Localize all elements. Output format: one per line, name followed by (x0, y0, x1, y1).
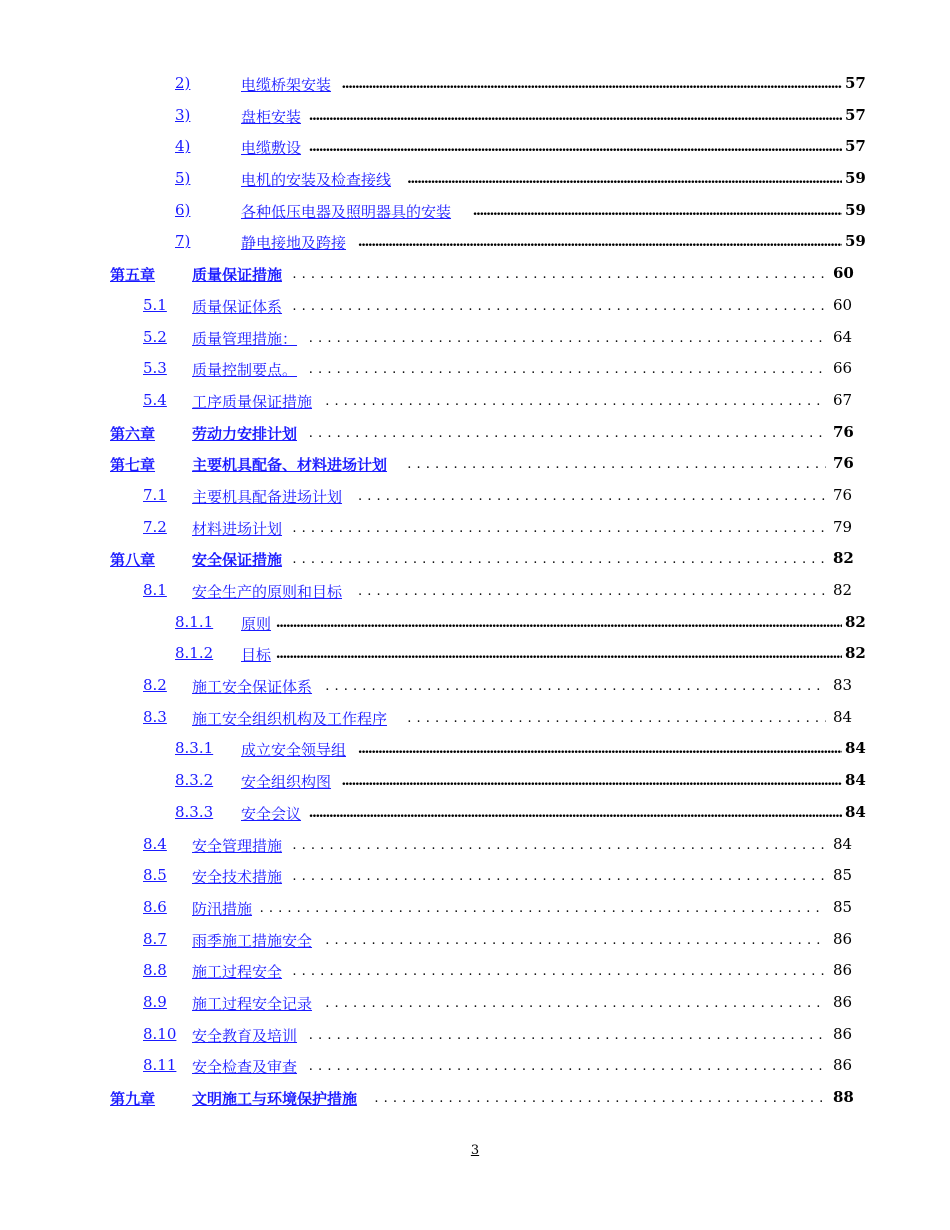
toc-entry[interactable] (0, 1019, 950, 1051)
toc-entry-page: 84 (833, 707, 853, 726)
toc-entry-number[interactable]: 8.4 (143, 834, 167, 853)
toc-entry-title[interactable]: 质量保证体系 (192, 297, 283, 316)
toc-entry-page: 84 (833, 834, 853, 853)
toc-entry-number[interactable]: 8.10 (143, 1024, 177, 1043)
toc-entry[interactable] (0, 100, 950, 132)
toc-entry-number[interactable]: 8.8 (143, 961, 167, 980)
toc-entry[interactable] (0, 290, 950, 322)
dot-leader (358, 486, 826, 504)
toc-entry[interactable] (0, 353, 950, 385)
dot-leader (292, 264, 826, 282)
toc-entry-page: 86 (833, 929, 853, 948)
toc-entry[interactable] (0, 512, 950, 544)
toc-entry-number[interactable]: 5) (175, 169, 191, 188)
toc-entry-title[interactable]: 主要机具配备、材料进场计划 (192, 456, 388, 475)
toc-entry-number[interactable]: 8.11 (143, 1056, 177, 1075)
toc-entry-title[interactable]: 施工过程安全记录 (192, 994, 313, 1013)
toc-entry-title[interactable]: 电机的安装及检查接线 (241, 171, 392, 190)
toc-entry-number[interactable]: 8.1.1 (175, 612, 214, 631)
toc-entry-title[interactable]: 雨季施工措施安全 (192, 931, 313, 950)
toc-entry[interactable] (0, 924, 950, 956)
toc-entry-title[interactable]: 安全会议 (241, 804, 302, 823)
toc-entry-page: 82 (833, 549, 854, 568)
dot-leader (292, 866, 826, 884)
toc-entry[interactable] (0, 892, 950, 924)
toc-entry[interactable] (0, 765, 950, 797)
toc-entry-page: 82 (833, 581, 853, 599)
toc-entry-number[interactable]: 8.1.2 (175, 644, 214, 663)
toc-entry[interactable] (0, 480, 950, 512)
dot-leader (292, 549, 826, 567)
toc-entry-number[interactable]: 7.1 (143, 485, 167, 504)
dot-leader (358, 232, 842, 250)
toc-entry-page: 60 (833, 264, 854, 283)
dot-leader (374, 1088, 826, 1106)
toc-entry-number[interactable]: 7) (175, 232, 191, 251)
toc-entry-title[interactable]: 安全教育及培训 (192, 1026, 298, 1045)
toc-entry-title[interactable]: 原则 (241, 614, 272, 633)
toc-entry-title[interactable]: 质量控制要点。 (192, 361, 298, 380)
dot-leader (292, 518, 826, 536)
toc-entry-page: 57 (845, 137, 866, 156)
toc-entry-page: 60 (833, 295, 853, 314)
toc-entry-page: 76 (833, 422, 854, 441)
toc-entry-title[interactable]: 各种低压电器及照明器具的安装 (241, 202, 452, 221)
toc-entry[interactable] (0, 68, 950, 100)
dot-leader (309, 106, 842, 124)
toc-entry-title[interactable]: 施工安全保证体系 (192, 678, 313, 697)
toc-entry[interactable] (0, 955, 950, 987)
dot-leader (325, 993, 826, 1011)
toc-entry-number[interactable]: 8.9 (143, 992, 167, 1011)
toc-entry-page: 85 (833, 866, 853, 885)
toc-entry[interactable] (0, 638, 950, 670)
toc-entry-number[interactable]: 第五章 (110, 266, 156, 285)
dot-leader (309, 1056, 826, 1074)
dot-leader (292, 296, 826, 314)
dot-leader (407, 169, 842, 187)
toc-entry-page: 76 (833, 485, 853, 504)
toc-entry[interactable] (0, 1050, 950, 1082)
toc-entry[interactable] (0, 670, 950, 702)
toc-entry-number[interactable]: 2) (175, 74, 191, 92)
toc-entry-number[interactable]: 第七章 (110, 456, 156, 475)
toc-entry-page: 82 (845, 612, 866, 631)
toc-entry-title[interactable]: 质量保证措施 (192, 266, 283, 285)
dot-leader (309, 423, 826, 441)
dot-leader (358, 581, 826, 599)
toc-entry-page: 83 (833, 676, 853, 695)
toc-entry[interactable] (0, 702, 950, 734)
dot-leader (309, 137, 842, 155)
toc-entry-number[interactable]: 7.2 (143, 517, 167, 536)
toc-entry[interactable] (0, 1082, 950, 1114)
toc-entry[interactable] (0, 987, 950, 1019)
dot-leader (325, 676, 826, 694)
toc-entry-page: 57 (845, 74, 866, 92)
toc-entry[interactable] (0, 448, 950, 480)
toc-entry[interactable] (0, 385, 950, 417)
dot-leader (260, 898, 826, 916)
dot-leader (309, 1025, 826, 1043)
toc-entry-title[interactable]: 劳动力安排计划 (192, 424, 298, 443)
dot-leader (276, 613, 842, 631)
toc-entry-page: 84 (845, 771, 866, 790)
dot-leader (341, 771, 842, 789)
toc-entry-number[interactable]: 6) (175, 200, 191, 219)
toc-entry-title[interactable]: 施工安全组织机构及工作程序 (192, 709, 388, 728)
toc-entry-title[interactable]: 安全技术措施 (192, 868, 283, 887)
toc-entry-title[interactable]: 工序质量保证措施 (192, 392, 313, 411)
toc-entry-page: 86 (833, 1024, 853, 1043)
toc-entry-page: 88 (833, 1088, 854, 1106)
dot-leader (407, 708, 826, 726)
toc-entry[interactable] (0, 607, 950, 639)
toc-entry[interactable] (0, 575, 950, 607)
toc-entry-page: 85 (833, 897, 853, 916)
toc-entry-page: 57 (845, 105, 866, 124)
toc-entry-title[interactable]: 主要机具配备进场计划 (192, 487, 343, 506)
toc-entry-number[interactable]: 3) (175, 105, 191, 124)
dot-leader (325, 930, 826, 948)
toc-entry-number[interactable]: 8.3.1 (175, 739, 214, 758)
toc-entry-number[interactable]: 4) (175, 137, 191, 156)
toc-entry-title[interactable]: 目标 (241, 646, 272, 665)
toc-entry-title[interactable]: 成立安全领导组 (241, 741, 347, 760)
toc-entry-title[interactable]: 施工过程安全 (192, 963, 283, 982)
toc-entry[interactable] (0, 131, 950, 163)
toc-entry-number[interactable]: 8.3.2 (175, 771, 214, 790)
toc-entry-page: 59 (845, 200, 866, 219)
toc-entry-title[interactable]: 静电接地及跨接 (241, 234, 347, 253)
toc-entry[interactable] (0, 797, 950, 829)
toc-entry-number[interactable]: 第六章 (110, 424, 156, 443)
toc-entry-number[interactable]: 8.7 (143, 929, 167, 948)
toc-entry[interactable] (0, 860, 950, 892)
dot-leader (309, 803, 842, 821)
toc-entry-number[interactable]: 8.6 (143, 897, 167, 916)
table-of-contents (0, 68, 950, 1114)
toc-entry-page: 66 (833, 359, 853, 378)
toc-entry-page: 86 (833, 961, 853, 980)
toc-entry-number[interactable]: 5.3 (143, 359, 167, 378)
toc-entry-title[interactable]: 质量管理措施： (192, 329, 298, 348)
toc-entry[interactable] (0, 226, 950, 258)
toc-entry-title[interactable]: 安全生产的原则和目标 (192, 583, 343, 601)
toc-entry-title[interactable]: 盘柜安装 (241, 107, 302, 126)
toc-entry-page: 67 (833, 390, 853, 409)
toc-entry-number[interactable]: 8.2 (143, 676, 167, 695)
toc-entry[interactable] (0, 322, 950, 354)
dot-leader (325, 391, 826, 409)
toc-entry-number[interactable]: 8.3 (143, 707, 167, 726)
toc-entry-page: 59 (845, 169, 866, 188)
dot-leader (358, 739, 842, 757)
toc-entry-page: 64 (833, 327, 853, 346)
toc-entry-number[interactable]: 8.3.3 (175, 802, 214, 821)
dot-leader (309, 328, 826, 346)
toc-entry[interactable] (0, 543, 950, 575)
toc-entry-number[interactable]: 8.5 (143, 866, 167, 885)
dot-leader (292, 961, 826, 979)
toc-entry-title[interactable]: 文明施工与环境保护措施 (192, 1090, 358, 1108)
toc-entry-page: 79 (833, 517, 853, 536)
dot-leader (309, 359, 826, 377)
toc-entry-page: 59 (845, 232, 866, 251)
toc-entry-title[interactable]: 安全管理措施 (192, 836, 283, 855)
toc-entry-number[interactable]: 第八章 (110, 551, 156, 570)
toc-entry[interactable] (0, 829, 950, 861)
toc-entry-title[interactable]: 电缆桥架安装 (241, 76, 332, 94)
toc-entry[interactable] (0, 733, 950, 765)
toc-entry-number[interactable]: 8.1 (143, 581, 167, 599)
toc-entry-page: 84 (845, 802, 866, 821)
toc-entry[interactable] (0, 195, 950, 227)
toc-entry-title[interactable]: 安全检查及审查 (192, 1058, 298, 1077)
toc-entry-number[interactable]: 第九章 (110, 1090, 156, 1108)
dot-leader (473, 201, 842, 219)
toc-entry-page: 86 (833, 992, 853, 1011)
dot-leader (407, 454, 826, 472)
toc-entry-page: 76 (833, 454, 854, 473)
toc-entry-page: 86 (833, 1056, 853, 1075)
toc-entry-number[interactable]: 5.1 (143, 295, 167, 314)
toc-entry-title[interactable]: 电缆敷设 (241, 139, 302, 158)
toc-entry-title[interactable]: 防汛措施 (192, 899, 253, 918)
dot-leader (341, 74, 842, 92)
toc-entry[interactable] (0, 163, 950, 195)
toc-entry[interactable] (0, 258, 950, 290)
page-number: 3 (470, 1143, 480, 1158)
toc-entry-page: 84 (845, 739, 866, 758)
toc-entry-number[interactable]: 5.2 (143, 327, 167, 346)
toc-entry-title[interactable]: 安全组织构图 (241, 773, 332, 792)
dot-leader (292, 835, 826, 853)
toc-entry-title[interactable]: 安全保证措施 (192, 551, 283, 570)
dot-leader (276, 644, 842, 662)
toc-entry-number[interactable]: 5.4 (143, 390, 167, 409)
toc-entry-title[interactable]: 材料进场计划 (192, 519, 283, 538)
toc-entry-page: 82 (845, 644, 866, 663)
toc-entry[interactable] (0, 417, 950, 449)
